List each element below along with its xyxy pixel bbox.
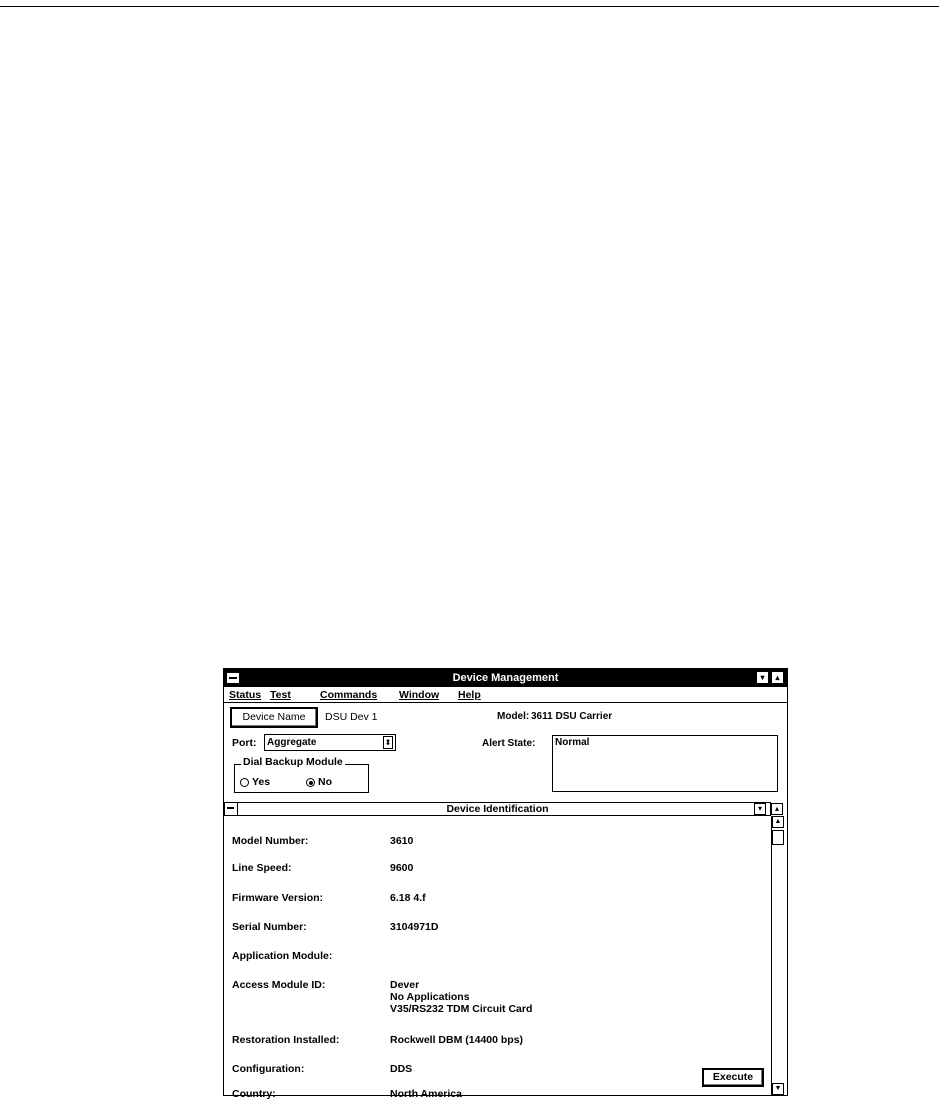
child-minimize-button[interactable]: ▾ [754,803,766,815]
device-name-button[interactable]: Device Name [230,707,318,728]
menu-commands[interactable]: Commands [320,689,378,701]
window-title: Device Management [452,672,559,684]
field-label-firmware-version: Firmware Version: [232,892,324,904]
alert-state-value: Normal [555,737,590,748]
dropdown-arrow-icon[interactable]: ⬍ [384,738,392,747]
child-window-title: Device Identification [446,803,549,815]
menu-bar [224,687,787,703]
field-label-restoration-installed: Restoration Installed: [232,1034,340,1046]
maximize-button[interactable]: ▴ [771,671,784,684]
child-system-menu-icon[interactable] [224,802,238,816]
child-maximize-button[interactable]: ▴ [771,803,783,815]
menu-window[interactable]: Window [399,689,440,701]
field-label-application-module: Application Module: [232,950,333,962]
device-name-value: DSU Dev 1 [325,711,378,723]
menu-help[interactable]: Help [458,689,481,701]
field-value-firmware-version: 6.18 4.f [390,892,426,904]
scroll-up-arrow-icon[interactable]: ▲ [772,816,784,828]
field-label-line-speed: Line Speed: [232,862,292,874]
field-value-line-speed: 9600 [390,862,414,874]
menu-test[interactable]: Test [270,689,291,701]
field-label-access-module-id: Access Module ID: [232,979,326,991]
field-value-serial-number: 3104971D [390,921,439,933]
port-dropdown-value: Aggregate [267,737,317,748]
port-dropdown[interactable] [264,734,396,751]
field-value-restoration-installed: Rockwell DBM (14400 bps) [390,1034,524,1046]
alert-state-field[interactable] [552,735,778,792]
execute-button[interactable]: Execute [702,1068,764,1087]
field-value-configuration: DDS [390,1063,413,1075]
radio-no-label: No [318,776,332,788]
radio-no[interactable] [306,778,315,787]
minimize-button[interactable]: ▾ [756,671,769,684]
port-label: Port: [232,737,257,749]
model-label: Model: [497,711,530,722]
field-value-access-module-id-2: No Applications [390,991,470,1003]
radio-yes-label: Yes [252,776,271,788]
system-menu-icon[interactable] [226,672,240,684]
dial-backup-title: Dial Backup Module [243,756,343,768]
page-top-rule [0,6,939,7]
scroll-down-arrow-icon[interactable]: ▼ [772,1083,784,1095]
menu-status[interactable]: Status [229,689,262,701]
field-value-country: North America [390,1088,462,1100]
field-label-configuration: Configuration: [232,1063,305,1075]
field-label-model-number: Model Number: [232,835,309,847]
field-value-access-module-id-1: Dever [390,979,420,991]
alert-state-label: Alert State: [482,738,536,749]
field-value-access-module-id-3: V35/RS232 TDM Circuit Card [390,1003,533,1015]
vertical-scrollbar[interactable] [771,816,784,1095]
model-value: 3611 DSU Carrier [531,711,613,722]
window-titlebar[interactable] [224,669,787,687]
child-window-titlebar[interactable] [224,802,771,816]
field-value-model-number: 3610 [390,835,414,847]
scroll-thumb[interactable] [772,830,784,845]
field-label-serial-number: Serial Number: [232,921,307,933]
field-label-country: Country: [232,1088,276,1100]
radio-yes[interactable] [240,778,249,787]
